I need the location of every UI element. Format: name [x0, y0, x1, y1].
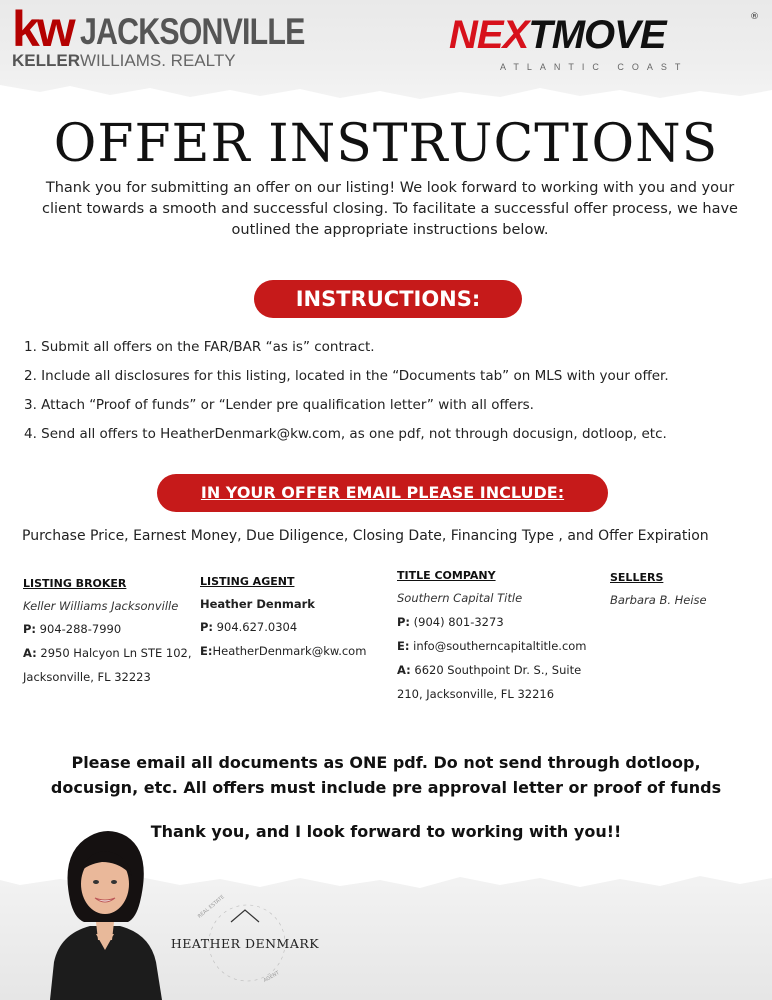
agent-phone: P: 904.627.0304 — [200, 620, 298, 634]
broker-address-line2: Jacksonville, FL 32223 — [23, 670, 151, 684]
step-1: 1. Submit all offers on the FAR/BAR “as is” contract. — [24, 339, 375, 355]
title-company-email[interactable]: E: info@southerncapitaltitle.com — [397, 639, 587, 653]
include-heading: IN YOUR OFFER EMAIL PLEASE INCLUDE: — [157, 474, 608, 512]
registered-mark: ® — [750, 12, 759, 22]
signature-arc-top: REAL ESTATE — [196, 894, 226, 920]
agent-name: Heather Denmark — [200, 597, 315, 611]
step-2: 2. Include all disclosures for this listing, located in the “Documents tab” on MLS with your offer. — [24, 368, 669, 384]
agent-signature-logo — [165, 888, 325, 988]
intro-paragraph: Thank you for submitting an offer on our listing! We look forward to working with you and your client towards a smooth and successful closing. To facilitate a successful offer process, we have outlined the appropriate instructions below. — [42, 180, 738, 238]
instructions-heading: INSTRUCTIONS: — [254, 280, 522, 318]
kw-logo-mark: kw — [12, 1, 73, 57]
title-company-column — [397, 569, 587, 701]
broker-phone: P: 904-288-7990 — [23, 622, 122, 636]
step-4: 4. Send all offers to HeatherDenmark@kw.com, as one pdf, not through docusign, dotloop, etc. — [24, 426, 667, 442]
nextmove-subtitle: ATLANTIC COAST — [500, 62, 689, 72]
title-company-name: Southern Capital Title — [397, 591, 523, 605]
agent-column — [200, 575, 366, 658]
sellers-column — [610, 571, 707, 607]
page-title: OFFER INSTRUCTIONS — [53, 114, 719, 174]
title-company-heading: TITLE COMPANY — [397, 569, 496, 582]
include-list: Purchase Price, Earnest Money, Due Diligence, Closing Date, Financing Type , and Offer Expiration — [22, 528, 709, 544]
title-company-address-line2: 210, Jacksonville, FL 32216 — [397, 687, 555, 701]
nextmove-logo: NEXTMOVE — [449, 13, 666, 57]
title-company-phone: P: (904) 801-3273 — [397, 615, 504, 629]
signature-arc-bottom: AGENT — [262, 970, 281, 984]
broker-column — [23, 577, 192, 684]
agent-photo — [40, 822, 170, 1000]
thank-you-note: Thank you, and I look forward to working with you!! — [150, 822, 622, 841]
kw-logo-city: JACKSONVILLE — [80, 11, 305, 52]
closing-note: Please email all documents as ONE pdf. Do not send through dotloop, docusign, etc. All offers must include pre approval letter or proof of funds — [50, 753, 722, 797]
agent-heading: LISTING AGENT — [200, 575, 295, 588]
title-company-address-line1: A: 6620 Southpoint Dr. S., Suite — [397, 663, 582, 677]
kw-logo-subtitle: KELLERWILLIAMS. REALTY — [12, 51, 236, 70]
broker-heading: LISTING BROKER — [23, 577, 127, 590]
signature-name: HEATHER DENMARK — [170, 936, 320, 951]
broker-address-line1: A: 2950 Halcyon Ln STE 102, — [23, 646, 192, 660]
sellers-heading: SELLERS — [610, 571, 664, 584]
broker-name: Keller Williams Jacksonville — [23, 599, 179, 613]
agent-email[interactable]: E:HeatherDenmark@kw.com — [200, 644, 367, 658]
step-3: 3. Attach “Proof of funds” or “Lender pre qualification letter” with all offers. — [24, 397, 534, 413]
sellers-name: Barbara B. Heise — [610, 593, 707, 607]
